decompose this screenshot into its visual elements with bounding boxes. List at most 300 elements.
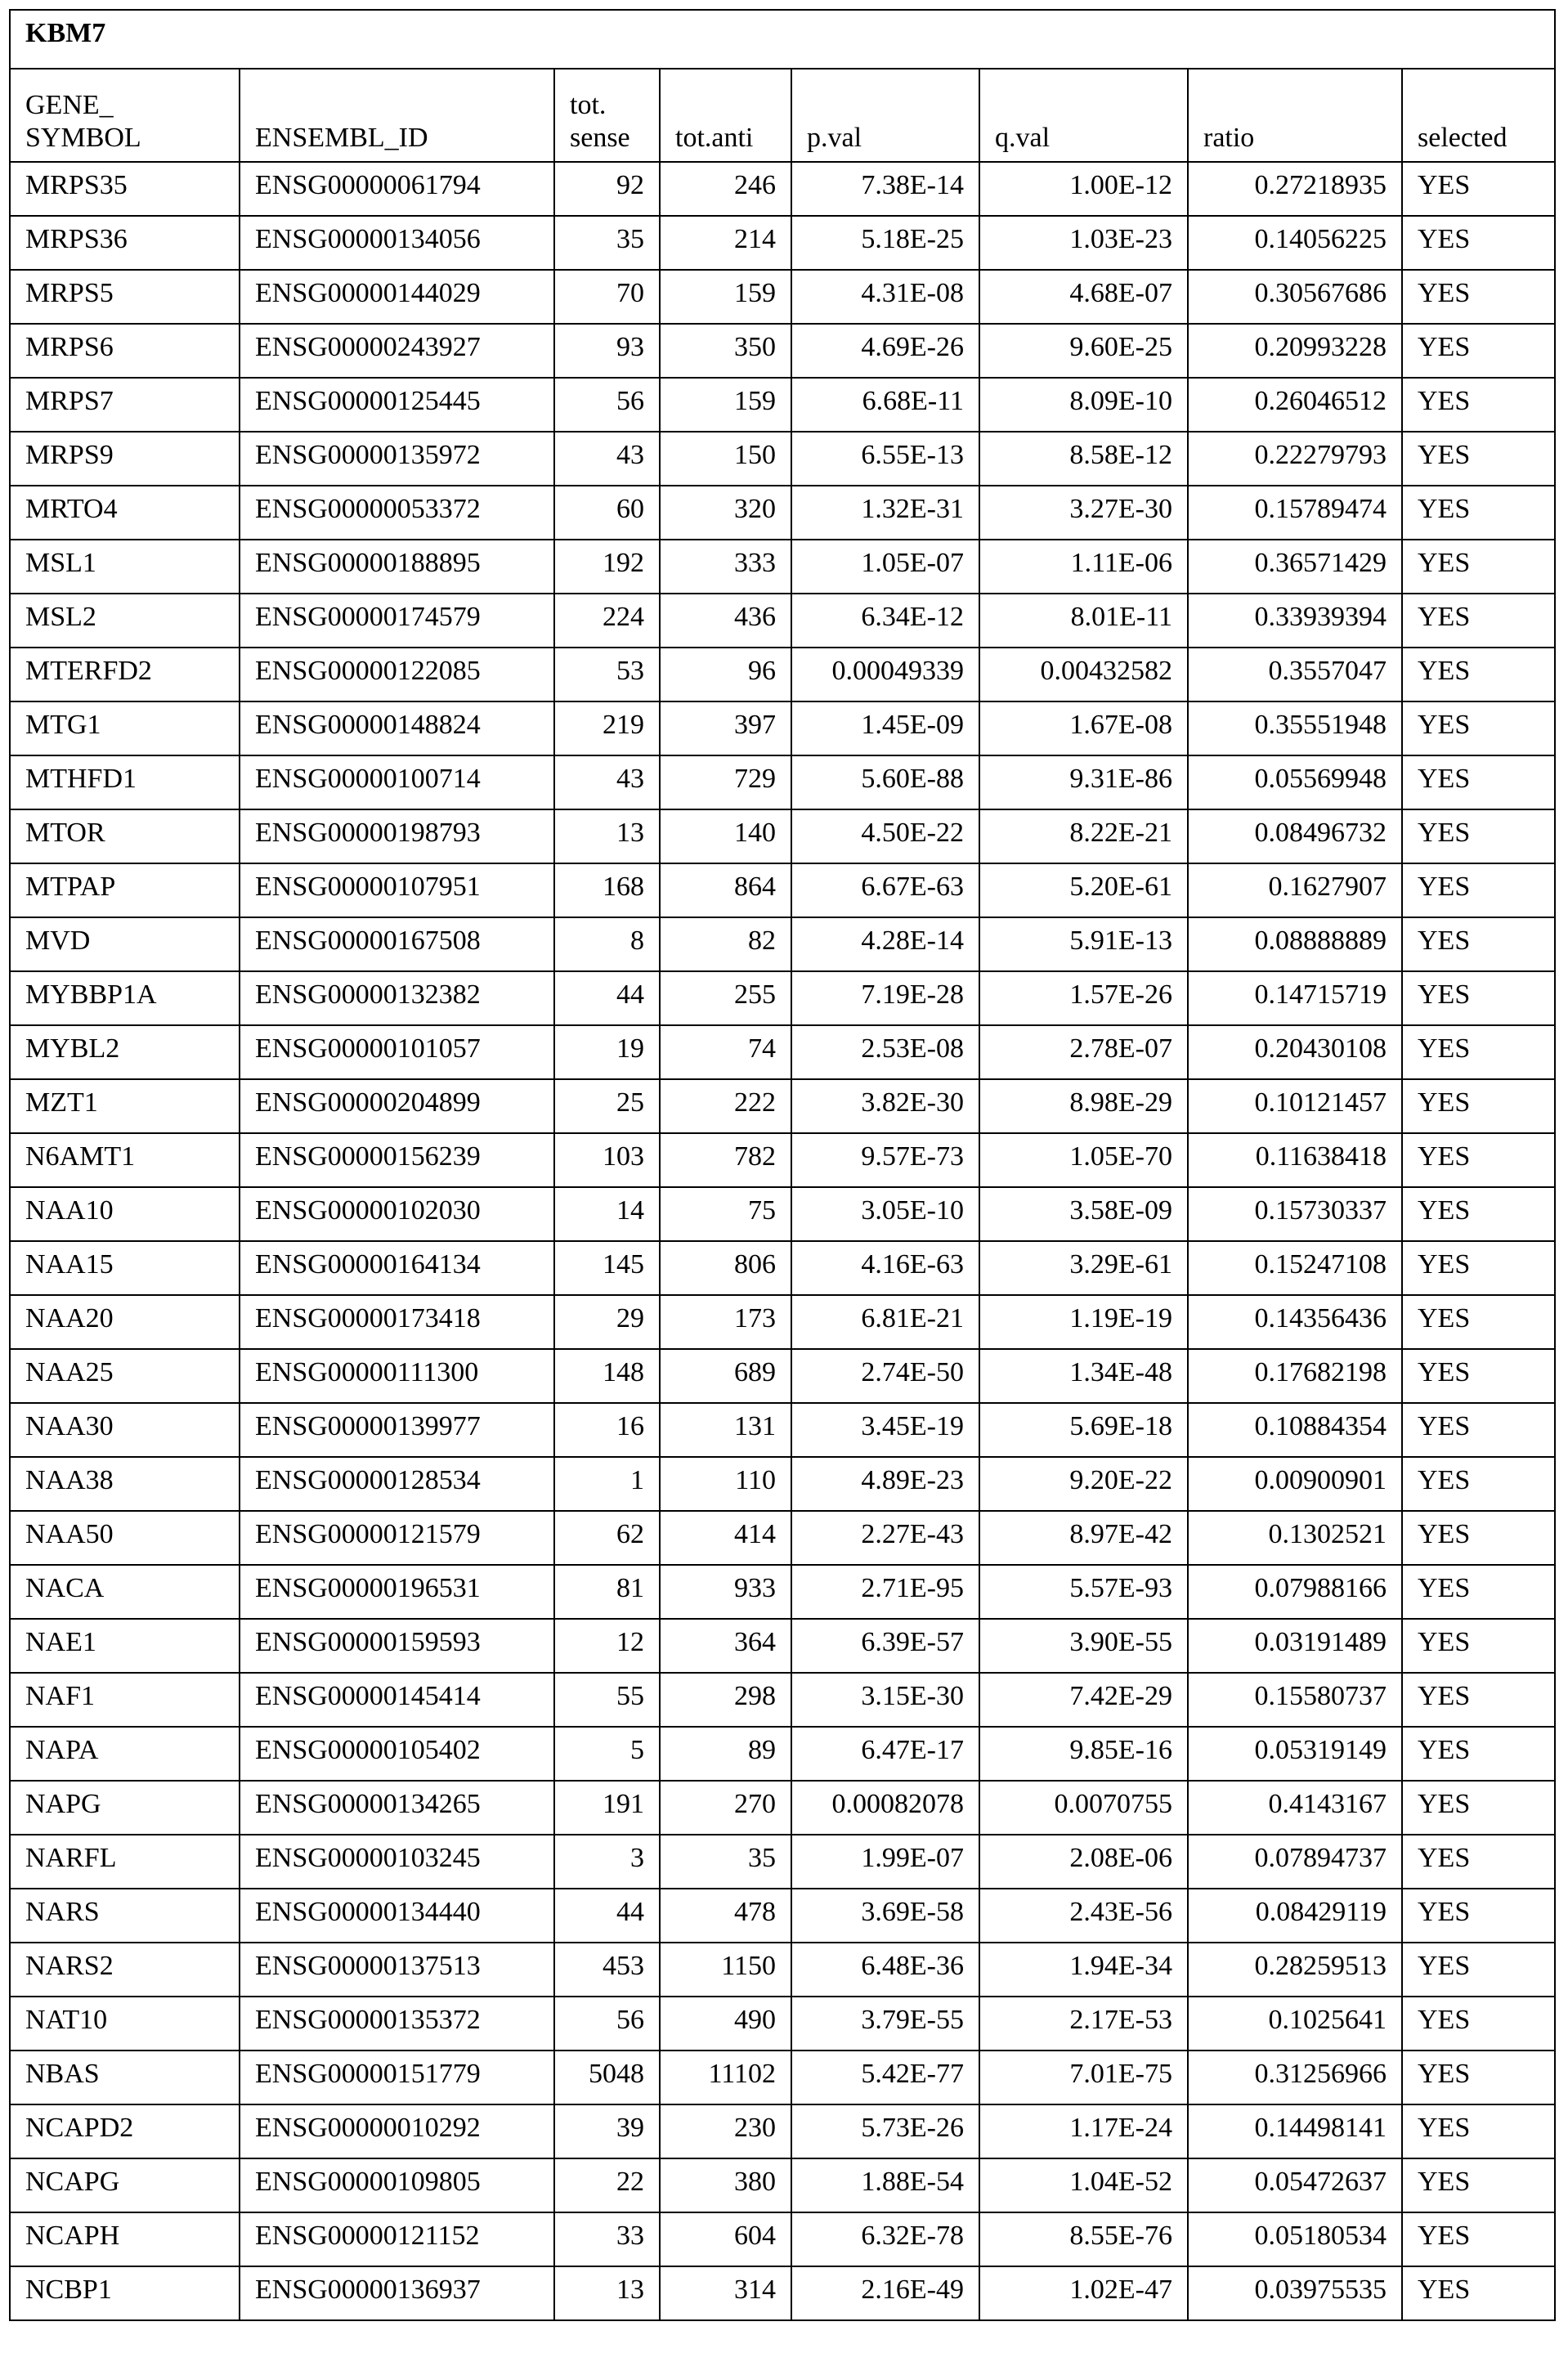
cell-selected: YES — [1402, 486, 1555, 540]
cell-q-val: 3.27E-30 — [979, 486, 1188, 540]
cell-tot-anti: 96 — [660, 648, 791, 701]
cell-ratio: 0.03975535 — [1188, 2266, 1402, 2320]
cell-tot-anti: 478 — [660, 1889, 791, 1943]
header-ensembl-id: ENSEMBL_ID — [240, 69, 554, 162]
cell-tot-sense: 3 — [554, 1835, 660, 1889]
cell-tot-sense: 22 — [554, 2158, 660, 2212]
cell-q-val: 8.09E-10 — [979, 378, 1188, 432]
cell-ratio: 0.05569948 — [1188, 755, 1402, 809]
cell-selected: YES — [1402, 1133, 1555, 1187]
cell-q-val: 1.04E-52 — [979, 2158, 1188, 2212]
cell-ensembl-id: ENSG00000105402 — [240, 1727, 554, 1781]
cell-p-val: 6.39E-57 — [791, 1619, 979, 1673]
header-p-val: p.val — [791, 69, 979, 162]
cell-ensembl-id: ENSG00000144029 — [240, 270, 554, 324]
cell-selected: YES — [1402, 324, 1555, 378]
cell-gene-symbol: MTOR — [10, 809, 240, 863]
cell-p-val: 7.19E-28 — [791, 971, 979, 1025]
cell-tot-sense: 93 — [554, 324, 660, 378]
cell-selected: YES — [1402, 1241, 1555, 1295]
cell-ensembl-id: ENSG00000174579 — [240, 594, 554, 648]
cell-p-val: 0.00082078 — [791, 1781, 979, 1835]
header-q-val: q.val — [979, 69, 1188, 162]
cell-ratio: 0.31256966 — [1188, 2051, 1402, 2104]
table-row — [10, 1997, 1555, 2051]
table-row — [10, 1835, 1555, 1889]
cell-ensembl-id: ENSG00000243927 — [240, 324, 554, 378]
cell-ratio: 0.08429119 — [1188, 1889, 1402, 1943]
cell-gene-symbol: NCBP1 — [10, 2266, 240, 2320]
cell-tot-sense: 70 — [554, 270, 660, 324]
cell-tot-anti: 159 — [660, 270, 791, 324]
cell-tot-sense: 8 — [554, 917, 660, 971]
cell-selected: YES — [1402, 1079, 1555, 1133]
cell-p-val: 5.18E-25 — [791, 216, 979, 270]
cell-p-val: 4.28E-14 — [791, 917, 979, 971]
cell-tot-anti: 173 — [660, 1295, 791, 1349]
cell-gene-symbol: NARS — [10, 1889, 240, 1943]
cell-tot-sense: 224 — [554, 594, 660, 648]
cell-ratio: 0.36571429 — [1188, 540, 1402, 594]
cell-tot-anti: 414 — [660, 1511, 791, 1565]
cell-q-val: 2.08E-06 — [979, 1835, 1188, 1889]
cell-ratio: 0.15580737 — [1188, 1673, 1402, 1727]
cell-ensembl-id: ENSG00000134265 — [240, 1781, 554, 1835]
cell-p-val: 2.71E-95 — [791, 1565, 979, 1619]
cell-p-val: 2.74E-50 — [791, 1349, 979, 1403]
cell-ensembl-id: ENSG00000102030 — [240, 1187, 554, 1241]
table-row — [10, 1889, 1555, 1943]
cell-gene-symbol: NAA25 — [10, 1349, 240, 1403]
cell-tot-sense: 148 — [554, 1349, 660, 1403]
header-tot-anti: tot.anti — [660, 69, 791, 162]
table-row — [10, 270, 1555, 324]
table-row — [10, 1457, 1555, 1511]
cell-p-val: 5.42E-77 — [791, 2051, 979, 2104]
cell-selected: YES — [1402, 540, 1555, 594]
table-row — [10, 1727, 1555, 1781]
cell-gene-symbol: NCAPG — [10, 2158, 240, 2212]
cell-ratio: 0.3557047 — [1188, 648, 1402, 701]
cell-selected: YES — [1402, 2158, 1555, 2212]
cell-q-val: 9.60E-25 — [979, 324, 1188, 378]
cell-gene-symbol: MSL1 — [10, 540, 240, 594]
cell-p-val: 1.45E-09 — [791, 701, 979, 755]
cell-q-val: 8.01E-11 — [979, 594, 1188, 648]
cell-tot-sense: 13 — [554, 809, 660, 863]
cell-selected: YES — [1402, 2266, 1555, 2320]
cell-tot-anti: 89 — [660, 1727, 791, 1781]
cell-tot-sense: 43 — [554, 755, 660, 809]
cell-gene-symbol: NAA30 — [10, 1403, 240, 1457]
cell-q-val: 1.03E-23 — [979, 216, 1188, 270]
cell-p-val: 4.31E-08 — [791, 270, 979, 324]
cell-tot-sense: 12 — [554, 1619, 660, 1673]
table-row — [10, 648, 1555, 701]
cell-q-val: 8.97E-42 — [979, 1511, 1188, 1565]
table-row — [10, 1295, 1555, 1349]
cell-tot-sense: 191 — [554, 1781, 660, 1835]
cell-gene-symbol: MRPS9 — [10, 432, 240, 486]
cell-tot-anti: 864 — [660, 863, 791, 917]
cell-gene-symbol: MRPS5 — [10, 270, 240, 324]
cell-tot-sense: 92 — [554, 162, 660, 216]
table-row — [10, 432, 1555, 486]
cell-ensembl-id: ENSG00000125445 — [240, 378, 554, 432]
cell-ensembl-id: ENSG00000135372 — [240, 1997, 554, 2051]
cell-selected: YES — [1402, 432, 1555, 486]
cell-q-val: 2.17E-53 — [979, 1997, 1188, 2051]
table-row — [10, 594, 1555, 648]
header-gene-symbol: GENE_ SYMBOL — [10, 69, 240, 162]
cell-tot-sense: 219 — [554, 701, 660, 755]
cell-tot-sense: 35 — [554, 216, 660, 270]
cell-ensembl-id: ENSG00000122085 — [240, 648, 554, 701]
cell-ensembl-id: ENSG00000188895 — [240, 540, 554, 594]
cell-ratio: 0.14356436 — [1188, 1295, 1402, 1349]
cell-tot-sense: 19 — [554, 1025, 660, 1079]
table-row — [10, 755, 1555, 809]
cell-ensembl-id: ENSG00000173418 — [240, 1295, 554, 1349]
cell-q-val: 9.85E-16 — [979, 1727, 1188, 1781]
cell-tot-anti: 397 — [660, 701, 791, 755]
cell-ratio: 0.22279793 — [1188, 432, 1402, 486]
cell-ensembl-id: ENSG00000010292 — [240, 2104, 554, 2158]
table-row — [10, 1079, 1555, 1133]
cell-gene-symbol: NACA — [10, 1565, 240, 1619]
cell-ratio: 0.28259513 — [1188, 1943, 1402, 1997]
cell-gene-symbol: MTHFD1 — [10, 755, 240, 809]
cell-ensembl-id: ENSG00000196531 — [240, 1565, 554, 1619]
table-row — [10, 1511, 1555, 1565]
cell-tot-anti: 436 — [660, 594, 791, 648]
cell-ratio: 0.07988166 — [1188, 1565, 1402, 1619]
cell-gene-symbol: NAPG — [10, 1781, 240, 1835]
cell-ratio: 0.08888889 — [1188, 917, 1402, 971]
cell-gene-symbol: MSL2 — [10, 594, 240, 648]
cell-p-val: 1.05E-07 — [791, 540, 979, 594]
cell-ratio: 0.05180534 — [1188, 2212, 1402, 2266]
cell-p-val: 6.47E-17 — [791, 1727, 979, 1781]
cell-q-val: 8.98E-29 — [979, 1079, 1188, 1133]
cell-ratio: 0.14715719 — [1188, 971, 1402, 1025]
cell-ensembl-id: ENSG00000061794 — [240, 162, 554, 216]
table-row — [10, 486, 1555, 540]
cell-q-val: 7.42E-29 — [979, 1673, 1188, 1727]
cell-p-val: 3.79E-55 — [791, 1997, 979, 2051]
cell-ratio: 0.00900901 — [1188, 1457, 1402, 1511]
cell-gene-symbol: NBAS — [10, 2051, 240, 2104]
cell-selected: YES — [1402, 1457, 1555, 1511]
cell-selected: YES — [1402, 1403, 1555, 1457]
cell-selected: YES — [1402, 2104, 1555, 2158]
cell-ensembl-id: ENSG00000151779 — [240, 2051, 554, 2104]
cell-p-val: 3.15E-30 — [791, 1673, 979, 1727]
cell-selected: YES — [1402, 863, 1555, 917]
cell-ratio: 0.27218935 — [1188, 162, 1402, 216]
cell-ratio: 0.20993228 — [1188, 324, 1402, 378]
cell-tot-sense: 5048 — [554, 2051, 660, 2104]
cell-selected: YES — [1402, 1835, 1555, 1889]
cell-q-val: 9.20E-22 — [979, 1457, 1188, 1511]
cell-selected: YES — [1402, 1565, 1555, 1619]
cell-selected: YES — [1402, 1781, 1555, 1835]
cell-ensembl-id: ENSG00000148824 — [240, 701, 554, 755]
cell-q-val: 5.91E-13 — [979, 917, 1188, 971]
cell-tot-sense: 168 — [554, 863, 660, 917]
cell-gene-symbol: NAA50 — [10, 1511, 240, 1565]
cell-q-val: 3.58E-09 — [979, 1187, 1188, 1241]
cell-tot-sense: 39 — [554, 2104, 660, 2158]
cell-tot-sense: 103 — [554, 1133, 660, 1187]
cell-ratio: 0.07894737 — [1188, 1835, 1402, 1889]
cell-tot-anti: 255 — [660, 971, 791, 1025]
cell-p-val: 7.38E-14 — [791, 162, 979, 216]
cell-tot-anti: 140 — [660, 809, 791, 863]
table-row — [10, 863, 1555, 917]
cell-q-val: 3.29E-61 — [979, 1241, 1188, 1295]
cell-ensembl-id: ENSG00000164134 — [240, 1241, 554, 1295]
cell-ratio: 0.20430108 — [1188, 1025, 1402, 1079]
cell-selected: YES — [1402, 701, 1555, 755]
table-row — [10, 2104, 1555, 2158]
cell-gene-symbol: NCAPH — [10, 2212, 240, 2266]
cell-gene-symbol: MRPS6 — [10, 324, 240, 378]
table-row — [10, 701, 1555, 755]
cell-tot-anti: 806 — [660, 1241, 791, 1295]
cell-q-val: 1.02E-47 — [979, 2266, 1188, 2320]
table-row — [10, 1781, 1555, 1835]
cell-p-val: 3.05E-10 — [791, 1187, 979, 1241]
table-row — [10, 1187, 1555, 1241]
cell-tot-anti: 933 — [660, 1565, 791, 1619]
cell-gene-symbol: N6AMT1 — [10, 1133, 240, 1187]
cell-tot-anti: 75 — [660, 1187, 791, 1241]
cell-selected: YES — [1402, 917, 1555, 971]
cell-selected: YES — [1402, 2212, 1555, 2266]
cell-gene-symbol: NAPA — [10, 1727, 240, 1781]
cell-p-val: 3.82E-30 — [791, 1079, 979, 1133]
table-row — [10, 1673, 1555, 1727]
cell-p-val: 5.60E-88 — [791, 755, 979, 809]
cell-gene-symbol: MYBL2 — [10, 1025, 240, 1079]
cell-p-val: 4.69E-26 — [791, 324, 979, 378]
cell-tot-anti: 214 — [660, 216, 791, 270]
cell-selected: YES — [1402, 216, 1555, 270]
table-row — [10, 1133, 1555, 1187]
cell-ensembl-id: ENSG00000139977 — [240, 1403, 554, 1457]
cell-ensembl-id: ENSG00000134440 — [240, 1889, 554, 1943]
cell-gene-symbol: NAF1 — [10, 1673, 240, 1727]
cell-q-val: 1.00E-12 — [979, 162, 1188, 216]
cell-tot-anti: 230 — [660, 2104, 791, 2158]
cell-q-val: 1.94E-34 — [979, 1943, 1188, 1997]
cell-p-val: 6.34E-12 — [791, 594, 979, 648]
cell-tot-sense: 55 — [554, 1673, 660, 1727]
cell-ratio: 0.15789474 — [1188, 486, 1402, 540]
cell-ensembl-id: ENSG00000103245 — [240, 1835, 554, 1889]
cell-ratio: 0.17682198 — [1188, 1349, 1402, 1403]
cell-tot-sense: 62 — [554, 1511, 660, 1565]
cell-gene-symbol: MRPS7 — [10, 378, 240, 432]
cell-ensembl-id: ENSG00000121152 — [240, 2212, 554, 2266]
cell-tot-sense: 29 — [554, 1295, 660, 1349]
cell-ratio: 0.15730337 — [1188, 1187, 1402, 1241]
cell-tot-anti: 314 — [660, 2266, 791, 2320]
cell-tot-sense: 81 — [554, 1565, 660, 1619]
table-row — [10, 1403, 1555, 1457]
cell-ensembl-id: ENSG00000101057 — [240, 1025, 554, 1079]
table-row — [10, 324, 1555, 378]
table-row — [10, 971, 1555, 1025]
cell-p-val: 4.16E-63 — [791, 1241, 979, 1295]
cell-gene-symbol: NAA15 — [10, 1241, 240, 1295]
cell-tot-sense: 56 — [554, 1997, 660, 2051]
cell-p-val: 1.88E-54 — [791, 2158, 979, 2212]
cell-tot-anti: 1150 — [660, 1943, 791, 1997]
cell-selected: YES — [1402, 1673, 1555, 1727]
cell-gene-symbol: MYBBP1A — [10, 971, 240, 1025]
cell-ensembl-id: ENSG00000136937 — [240, 2266, 554, 2320]
table-row — [10, 378, 1555, 432]
table-row — [10, 1349, 1555, 1403]
cell-tot-anti: 82 — [660, 917, 791, 971]
cell-ratio: 0.4143167 — [1188, 1781, 1402, 1835]
header-row — [10, 69, 1555, 162]
cell-ensembl-id: ENSG00000109805 — [240, 2158, 554, 2212]
table-row — [10, 2212, 1555, 2266]
table-row — [10, 2051, 1555, 2104]
cell-tot-anti: 270 — [660, 1781, 791, 1835]
cell-q-val: 5.57E-93 — [979, 1565, 1188, 1619]
table-row — [10, 917, 1555, 971]
header-ratio: ratio — [1188, 69, 1402, 162]
cell-tot-anti: 604 — [660, 2212, 791, 2266]
cell-tot-sense: 13 — [554, 2266, 660, 2320]
cell-tot-sense: 14 — [554, 1187, 660, 1241]
cell-q-val: 1.67E-08 — [979, 701, 1188, 755]
header-tot-sense: tot. sense — [554, 69, 660, 162]
cell-p-val: 6.48E-36 — [791, 1943, 979, 1997]
cell-selected: YES — [1402, 1889, 1555, 1943]
cell-tot-sense: 145 — [554, 1241, 660, 1295]
table-row — [10, 162, 1555, 216]
cell-ratio: 0.05319149 — [1188, 1727, 1402, 1781]
cell-q-val: 2.43E-56 — [979, 1889, 1188, 1943]
cell-q-val: 2.78E-07 — [979, 1025, 1188, 1079]
cell-gene-symbol: NAA38 — [10, 1457, 240, 1511]
cell-ensembl-id: ENSG00000107951 — [240, 863, 554, 917]
cell-ensembl-id: ENSG00000159593 — [240, 1619, 554, 1673]
cell-tot-sense: 53 — [554, 648, 660, 701]
cell-tot-sense: 192 — [554, 540, 660, 594]
cell-tot-sense: 60 — [554, 486, 660, 540]
cell-gene-symbol: MTPAP — [10, 863, 240, 917]
gene-table — [9, 9, 1556, 2321]
cell-selected: YES — [1402, 162, 1555, 216]
cell-ensembl-id: ENSG00000111300 — [240, 1349, 554, 1403]
cell-ratio: 0.15247108 — [1188, 1241, 1402, 1295]
cell-tot-sense: 44 — [554, 971, 660, 1025]
cell-ensembl-id: ENSG00000053372 — [240, 486, 554, 540]
cell-ensembl-id: ENSG00000135972 — [240, 432, 554, 486]
cell-gene-symbol: NAT10 — [10, 1997, 240, 2051]
cell-ratio: 0.14056225 — [1188, 216, 1402, 270]
cell-ratio: 0.05472637 — [1188, 2158, 1402, 2212]
cell-p-val: 3.45E-19 — [791, 1403, 979, 1457]
cell-gene-symbol: NARS2 — [10, 1943, 240, 1997]
cell-ensembl-id: ENSG00000132382 — [240, 971, 554, 1025]
cell-p-val: 9.57E-73 — [791, 1133, 979, 1187]
table-row — [10, 1565, 1555, 1619]
cell-tot-sense: 33 — [554, 2212, 660, 2266]
cell-tot-anti: 333 — [660, 540, 791, 594]
cell-p-val: 5.73E-26 — [791, 2104, 979, 2158]
cell-p-val: 4.89E-23 — [791, 1457, 979, 1511]
cell-tot-anti: 150 — [660, 432, 791, 486]
cell-q-val: 8.58E-12 — [979, 432, 1188, 486]
cell-selected: YES — [1402, 594, 1555, 648]
cell-p-val: 0.00049339 — [791, 648, 979, 701]
cell-q-val: 7.01E-75 — [979, 2051, 1188, 2104]
cell-tot-anti: 350 — [660, 324, 791, 378]
cell-tot-anti: 490 — [660, 1997, 791, 2051]
cell-tot-anti: 298 — [660, 1673, 791, 1727]
cell-gene-symbol: NAA20 — [10, 1295, 240, 1349]
cell-tot-anti: 689 — [660, 1349, 791, 1403]
cell-tot-anti: 159 — [660, 378, 791, 432]
cell-tot-anti: 222 — [660, 1079, 791, 1133]
cell-q-val: 1.19E-19 — [979, 1295, 1188, 1349]
cell-selected: YES — [1402, 270, 1555, 324]
cell-tot-sense: 5 — [554, 1727, 660, 1781]
table-row — [10, 2266, 1555, 2320]
cell-ratio: 0.1025641 — [1188, 1997, 1402, 2051]
cell-gene-symbol: MTG1 — [10, 701, 240, 755]
cell-selected: YES — [1402, 971, 1555, 1025]
cell-tot-anti: 364 — [660, 1619, 791, 1673]
cell-ratio: 0.10121457 — [1188, 1079, 1402, 1133]
cell-selected: YES — [1402, 809, 1555, 863]
cell-ensembl-id: ENSG00000134056 — [240, 216, 554, 270]
cell-q-val: 1.11E-06 — [979, 540, 1188, 594]
table-title: KBM7 — [10, 10, 1555, 69]
cell-tot-sense: 453 — [554, 1943, 660, 1997]
cell-gene-symbol: MZT1 — [10, 1079, 240, 1133]
cell-ensembl-id: ENSG00000204899 — [240, 1079, 554, 1133]
cell-tot-sense: 56 — [554, 378, 660, 432]
header-selected: selected — [1402, 69, 1555, 162]
cell-gene-symbol: MVD — [10, 917, 240, 971]
cell-p-val: 6.67E-63 — [791, 863, 979, 917]
cell-ratio: 0.11638418 — [1188, 1133, 1402, 1187]
cell-q-val: 1.57E-26 — [979, 971, 1188, 1025]
cell-q-val: 3.90E-55 — [979, 1619, 1188, 1673]
table-row — [10, 1241, 1555, 1295]
cell-p-val: 6.68E-11 — [791, 378, 979, 432]
cell-tot-anti: 11102 — [660, 2051, 791, 2104]
cell-gene-symbol: NCAPD2 — [10, 2104, 240, 2158]
cell-selected: YES — [1402, 1511, 1555, 1565]
cell-ratio: 0.08496732 — [1188, 809, 1402, 863]
cell-q-val: 8.22E-21 — [979, 809, 1188, 863]
cell-selected: YES — [1402, 1295, 1555, 1349]
cell-ratio: 0.03191489 — [1188, 1619, 1402, 1673]
cell-q-val: 8.55E-76 — [979, 2212, 1188, 2266]
cell-ratio: 0.1627907 — [1188, 863, 1402, 917]
cell-selected: YES — [1402, 378, 1555, 432]
cell-q-val: 0.00432582 — [979, 648, 1188, 701]
